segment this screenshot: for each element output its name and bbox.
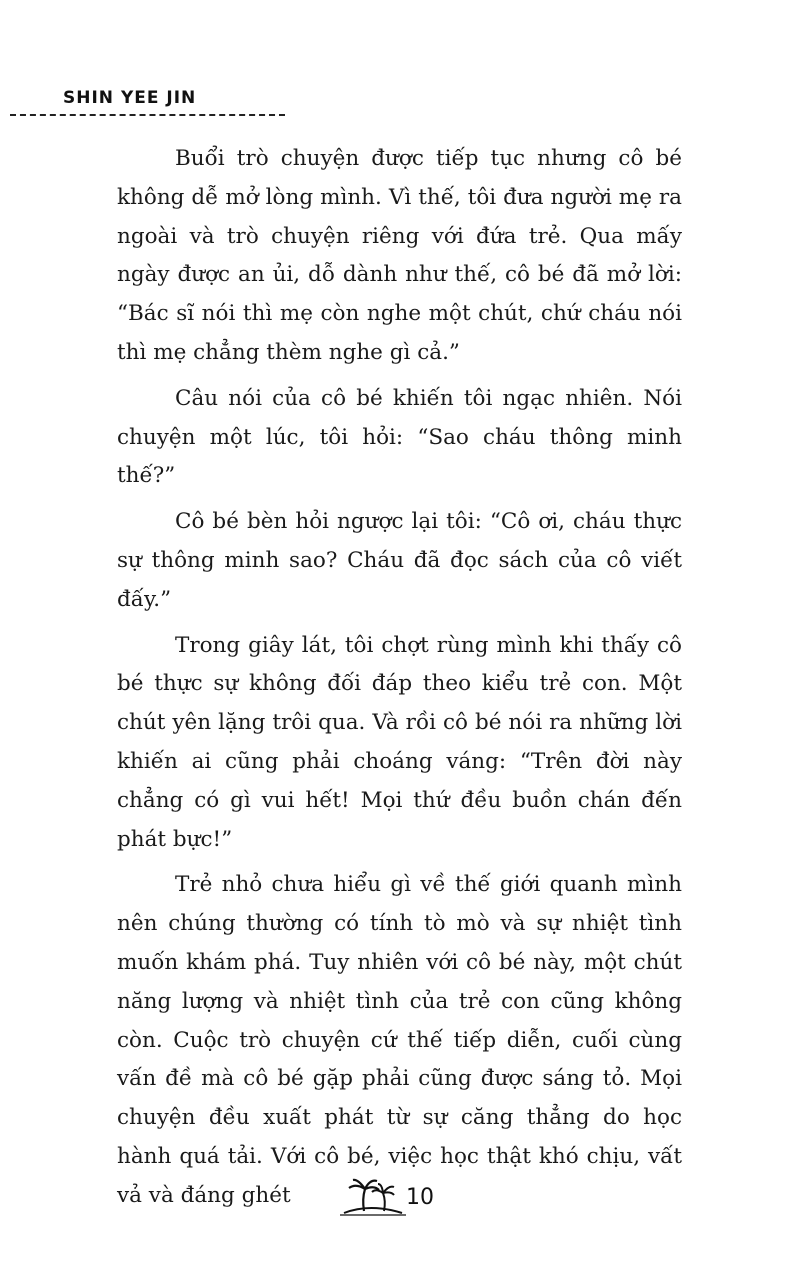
paragraph-1: Buổi trò chuyện được tiếp tục nhưng cô bé không dễ mở lòng mình. Vì thế, tôi đưa người mẹ ra ngoài và trò chuyện riêng với đứa trẻ. Qua mấy ngày được an ủi, dỗ dành như thế, cô bé đã mở lời: “Bác sĩ nói thì mẹ còn nghe một chút, chứ cháu nói thì mẹ chẳng thèm nghe gì cả.” bbox=[117, 146, 682, 365]
paragraph-2: Câu nói của cô bé khiến tôi ngạc nhiên. Nói chuyện một lúc, tôi hỏi: “Sao cháu thông minh thế?” bbox=[117, 385, 682, 489]
body-text bbox=[117, 140, 682, 1216]
page-number: 10 bbox=[406, 1185, 434, 1210]
paragraph-4: Trong giây lát, tôi chợt rùng mình khi thấy cô bé thực sự không đối đáp theo kiểu trẻ con. Một chút yên lặng trôi qua. Và rồi cô bé nói ra những lời khiến ai cũng phải choáng váng: “Trên đời này chẳng có gì vui hết! Mọi thứ đều buồn chán đến phát bực!” bbox=[117, 632, 682, 852]
running-header-title: SHIN YEE JIN bbox=[63, 88, 197, 108]
paragraph-5: Trẻ nhỏ chưa hiểu gì về thế giới quanh mình nên chúng thường có tính tò mò và sự nhiệt tình muốn khám phá. Tuy nhiên với cô bé này, một chút năng lượng và nhiệt tình của trẻ con cũng không còn. Cuộc trò chuyện cứ thế tiếp diễn, cuối cùng vấn đề mà cô bé gặp phải cũng được sáng tỏ. Mọi chuyện đều xuất phát từ sự căng thẳng do học hành quá tải. Với cô bé, việc học thật khó chịu, vất vả và đáng ghét bbox=[117, 872, 682, 1208]
paragraph-3: Cô bé bèn hỏi ngược lại tôi: “Cô ơi, cháu thực sự thông minh sao? Cháu đã đọc sách của cô viết đấy.” bbox=[117, 509, 682, 612]
palm-island-icon bbox=[340, 1175, 406, 1223]
header-dashed-rule bbox=[10, 114, 285, 116]
page-footer bbox=[340, 1175, 440, 1225]
